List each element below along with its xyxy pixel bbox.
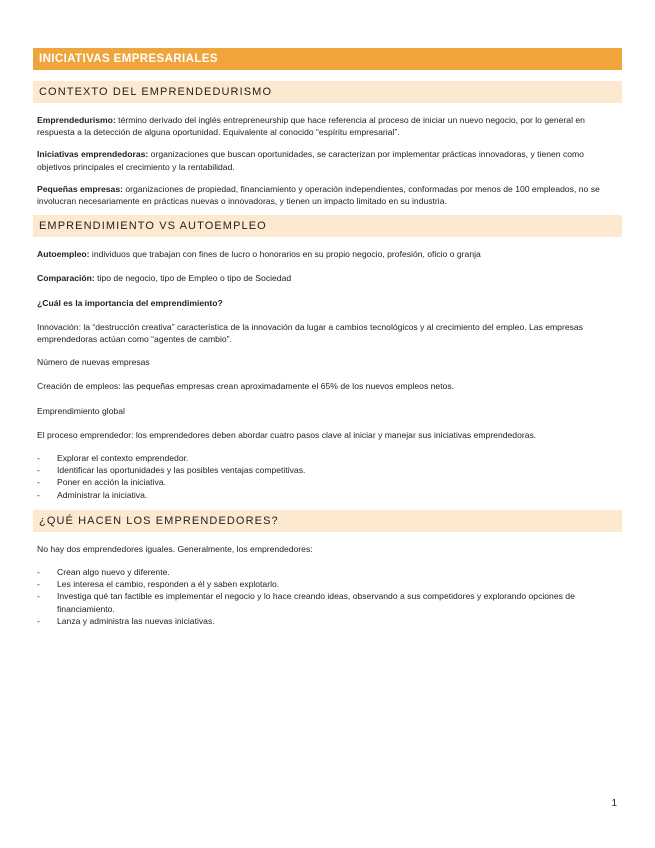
steps-list [33,452,622,501]
list-item: - Explorar el contexto emprendedor. [37,453,189,464]
list-item: - Poner en acción la iniciativa. [37,477,166,488]
section-heading-que-hacen: ¿QUÉ HACEN LOS EMPRENDEDORES? [33,510,622,532]
definition-iniciativas: organizaciones que buscan oportunidades, se caracterizan por implementar prácticas innovadoras, y tienen como objetivos principales el crecimiento y la rentabilidad. [37,149,584,172]
list-item: - Lanza y administra las nuevas iniciativas. [37,615,215,626]
term-pequenas-empresas: Pequeñas empresas: [37,183,123,194]
list-item: - Investiga qué tan factible es implementar el negocio y lo hace creando ideas, observando a sus competidores y explorando opciones de financiamiento. [37,591,575,614]
document-content [33,48,622,627]
list-item: - Administrar la iniciativa. [37,489,148,500]
term-emprendedurismo: Emprendedurismo: [37,115,116,125]
section-heading-emprendimiento: EMPRENDIMIENTO VS AUTOEMPLEO [33,215,622,237]
list-item: - Les interesa el cambio, responden a él y saben explotarlo. [37,579,280,590]
term-autoempleo: Autoempleo: [37,249,90,260]
definition-autoempleo: individuos que trabajan con fines de lucro o honorarios en su propio negocio, profesión, oficio o granja [89,249,481,260]
list-item: - Crean algo nuevo y diferente. [37,567,170,578]
page-number: 1 [611,798,617,809]
paragraph-numero-empresas: Número de nuevas empresas [37,357,150,368]
term-proceso: El proceso emprendedor: [37,429,134,440]
paragraph-iniciativas [37,148,618,172]
term-iniciativas: Iniciativas emprendedoras: [37,149,149,160]
paragraph-comparacion [37,272,618,284]
document-title: INICIATIVAS EMPRESARIALES [33,48,622,70]
list-item: - Identificar las oportunidades y las posibles ventajas competitivas. [37,465,306,476]
paragraph-autoempleo [37,248,618,260]
paragraph-emprendedurismo [37,114,618,138]
paragraph-intro-emprendedores: No hay dos emprendedores iguales. Generalmente, los emprendedores: [37,543,313,554]
paragraph-creacion-empleos: Creación de empleos: las pequeñas empresas crean aproximadamente el 65% de los nuevos empleos netos. [37,381,455,392]
question-importancia: ¿Cuál es la importancia del emprendimiento? [37,297,223,308]
paragraph-pequenas-empresas [37,183,618,207]
definition-proceso: los emprendedores deben abordar cuatro pasos clave al iniciar y manejar sus iniciativas emprendedoras. [133,429,537,440]
paragraph-innovacion: Innovación: la “destrucción creativa” característica de la innovación da lugar a cambios tecnológicos y al crecimiento del empleo. Las empresas emprendedoras actúan como “agentes de cambio”. [37,321,583,345]
definition-comparacion: tipo de negocio, tipo de Empleo o tipo de Sociedad [94,273,292,284]
paragraph-proceso [37,429,618,441]
term-comparacion: Comparación: [37,273,95,284]
paragraph-emprendimiento-global: Emprendimiento global [37,405,125,416]
section-heading-contexto: CONTEXTO DEL EMPRENDEDURISMO [33,81,622,103]
emprendedores-list [33,566,622,627]
definition-pequenas-empresas: organizaciones de propiedad, financiamiento y operación independientes, conformadas por menos de 100 empleados, no se involucran necesariamente en prácticas nuevas o innovadoras, y tienen un impacto limitado en su industria. [37,183,600,207]
definition-emprendedurismo: término derivado del inglés entrepreneurship que hace referencia al proceso de iniciar un nuevo negocio, por lo general en respuesta a la detección de alguna oportunidad. Equivalente al conocido “espíritu empresarial”. [37,115,585,138]
